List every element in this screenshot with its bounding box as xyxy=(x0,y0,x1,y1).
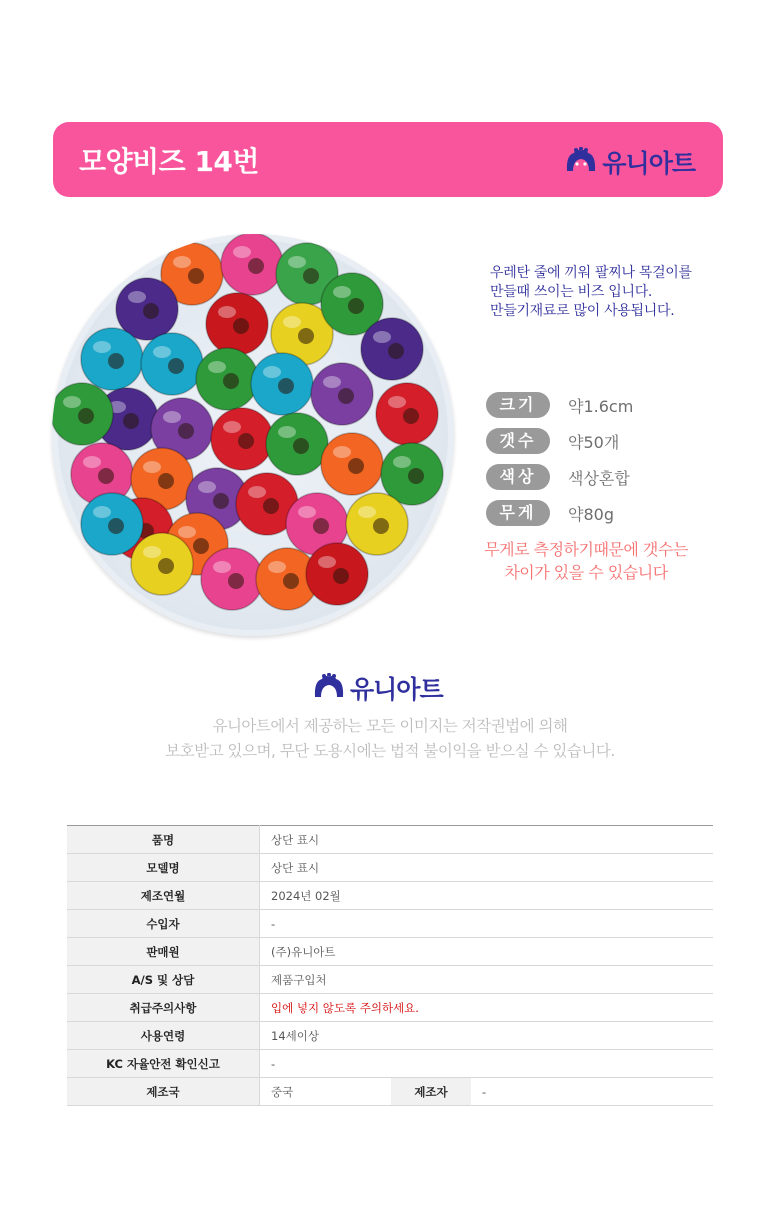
brand-name: 유니아트 xyxy=(602,149,695,178)
bead xyxy=(52,383,113,445)
copyright-notice xyxy=(0,714,780,764)
bead xyxy=(221,234,283,295)
spec-value: 색상혼합 xyxy=(568,468,630,488)
spec-row-weight xyxy=(486,500,633,526)
table-value-warning: 입에 넣지 않도록 주의하세요. xyxy=(260,994,714,1022)
bead xyxy=(306,543,368,605)
table-key: 사용연령 xyxy=(67,1022,260,1050)
table-key: 품명 xyxy=(67,826,260,854)
table-value: 중국 xyxy=(260,1078,392,1106)
table-key: A/S 및 상담 xyxy=(67,966,260,994)
spec-row-count xyxy=(486,428,633,454)
bead xyxy=(81,493,143,555)
bead xyxy=(81,328,143,390)
table-row xyxy=(67,1022,713,1050)
spec-value: 약80g xyxy=(568,504,614,524)
brand-logo xyxy=(564,144,695,180)
table-row xyxy=(67,1050,713,1078)
product-photo xyxy=(52,234,454,636)
bead xyxy=(141,333,203,395)
spec-value: 약50개 xyxy=(568,432,620,452)
bead xyxy=(131,533,193,595)
table-value: - xyxy=(260,1050,714,1078)
table-value: - xyxy=(260,910,714,938)
table-value: 상단 표시 xyxy=(260,826,714,854)
product-description xyxy=(490,264,750,321)
table-row xyxy=(67,994,713,1022)
bead xyxy=(266,413,328,475)
bead xyxy=(211,408,273,470)
weight-note xyxy=(466,538,706,584)
table-key: 제조국 xyxy=(67,1078,260,1106)
note-line: 무게로 측정하기때문에 갯수는 xyxy=(484,540,688,559)
table-row xyxy=(67,882,713,910)
bead xyxy=(321,433,383,495)
spec-label: 색상 xyxy=(486,464,550,490)
note-line: 차이가 있을 수 있습니다 xyxy=(504,563,668,582)
bead xyxy=(361,318,423,380)
footer-brand-logo xyxy=(312,670,443,706)
bead xyxy=(251,353,313,415)
table-row xyxy=(67,966,713,994)
table-row xyxy=(67,826,713,854)
table-value: 2024년 02월 xyxy=(260,882,714,910)
bead xyxy=(206,293,268,355)
description-line: 만들기재료로 많이 사용됩니다. xyxy=(490,303,675,319)
product-info-table xyxy=(67,825,713,1106)
table-key: 제조연월 xyxy=(67,882,260,910)
table-value: 상단 표시 xyxy=(260,854,714,882)
product-title: 모양비즈 14번 xyxy=(79,145,259,178)
unicorn-logo-icon xyxy=(564,147,598,177)
table-value: (주)유니아트 xyxy=(260,938,714,966)
spec-row-size xyxy=(486,392,633,418)
bead xyxy=(196,348,258,410)
table-key: KC 자율안전 확인신고 xyxy=(67,1050,260,1078)
table-row xyxy=(67,910,713,938)
spec-value: 약1.6cm xyxy=(568,396,634,416)
table-row xyxy=(67,938,713,966)
beads-illustration xyxy=(52,234,454,636)
table-key: 모델명 xyxy=(67,854,260,882)
footer-brand-name: 유니아트 xyxy=(350,675,443,704)
table-value: 14세이상 xyxy=(260,1022,714,1050)
bead xyxy=(346,493,408,555)
spec-label: 갯수 xyxy=(486,428,550,454)
spec-row-color xyxy=(486,464,633,490)
table-key: 수입자 xyxy=(67,910,260,938)
bead xyxy=(201,548,263,610)
spec-label: 크기 xyxy=(486,392,550,418)
description-line: 우레탄 줄에 끼워 팔찌나 목걸이를 xyxy=(490,265,692,281)
table-value: - xyxy=(471,1078,713,1106)
table-key: 취급주의사항 xyxy=(67,994,260,1022)
table-key: 판매원 xyxy=(67,938,260,966)
header-banner xyxy=(53,122,723,197)
table-value: 제품구입처 xyxy=(260,966,714,994)
table-row xyxy=(67,854,713,882)
spec-label: 무게 xyxy=(486,500,550,526)
copyright-line: 보호받고 있으며, 무단 도용시에는 법적 불이익을 받으실 수 있습니다. xyxy=(165,742,615,760)
bead xyxy=(376,383,438,445)
description-line: 만들때 쓰이는 비즈 입니다. xyxy=(490,284,653,300)
table-row xyxy=(67,1078,713,1106)
spec-list xyxy=(486,392,633,536)
bead xyxy=(311,363,373,425)
copyright-line: 유니아트에서 제공하는 모든 이미지는 저작권법에 의해 xyxy=(212,717,568,735)
table-key: 제조자 xyxy=(391,1078,471,1106)
unicorn-logo-icon xyxy=(312,673,346,703)
